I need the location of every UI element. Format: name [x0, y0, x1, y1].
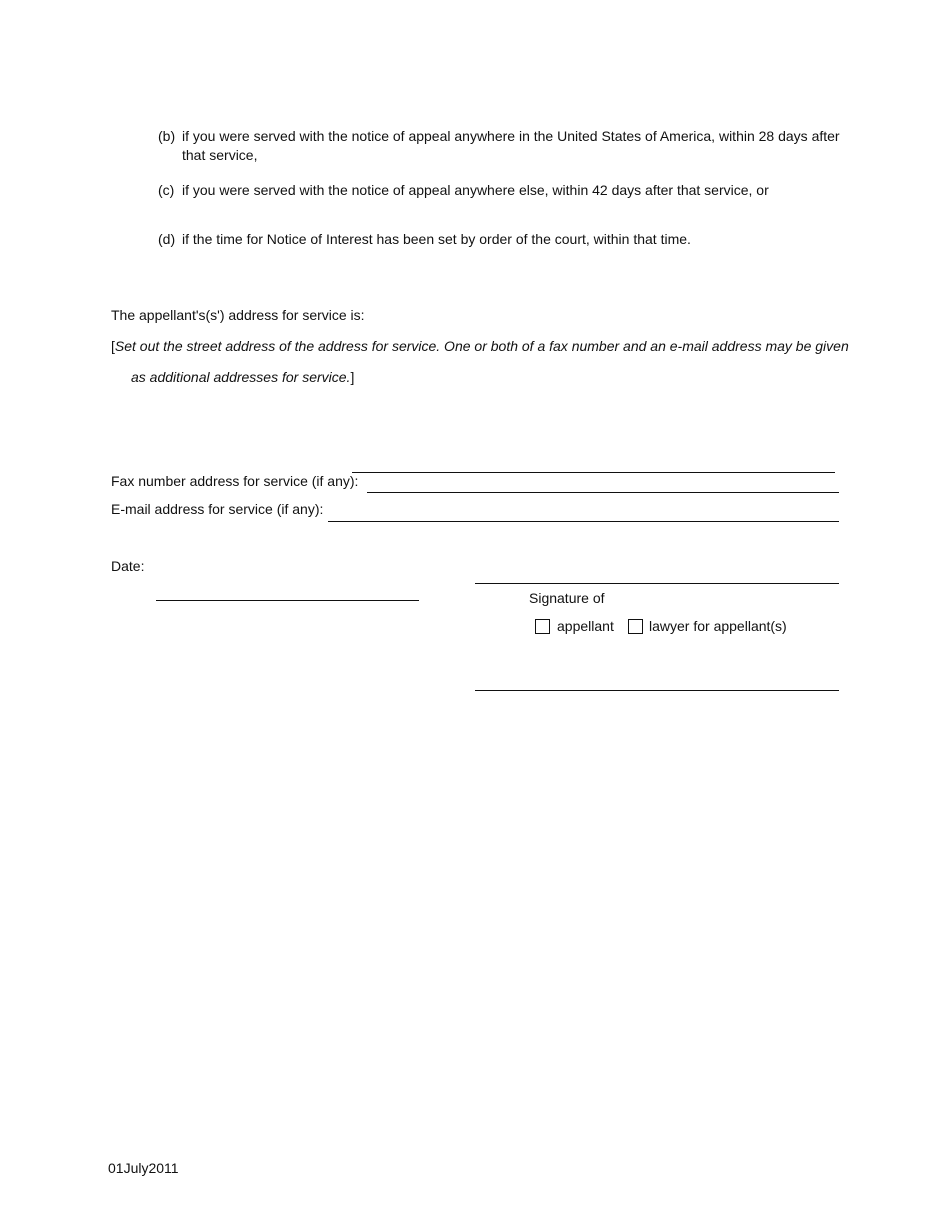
email-input-line[interactable] [328, 521, 839, 522]
name-line[interactable] [475, 690, 839, 691]
email-label: E-mail address for service (if any): [111, 501, 324, 517]
appellant-checkbox[interactable] [535, 619, 550, 634]
item-label: (c) [158, 182, 175, 198]
lawyer-option-label: lawyer for appellant(s) [649, 618, 787, 634]
item-text: if you were served with the notice of appeal anywhere in the United States of America, within 28 days after that service, [182, 128, 840, 163]
appellant-option-label: appellant [557, 618, 614, 634]
item-text: if the time for Notice of Interest has been set by order of the court, within that time. [182, 231, 691, 247]
list-item-d [158, 230, 848, 249]
service-heading: The appellant's(s') address for service is: [111, 307, 365, 323]
instruction-text-1: Set out the street address of the address for service. One or both of a fax number and an e-mail address may be given [114, 338, 849, 354]
list-item-b [158, 127, 848, 165]
address-line [352, 472, 835, 473]
fax-input-line[interactable] [367, 492, 839, 493]
footer-version: 01July2011 [108, 1160, 179, 1176]
signature-line[interactable] [475, 583, 839, 584]
date-label: Date: [111, 558, 145, 574]
open-bracket: [ [111, 338, 115, 354]
instruction-text-2: as additional addresses for service. [131, 369, 351, 385]
date-input-line[interactable] [156, 600, 419, 601]
fax-label: Fax number address for service (if any): [111, 473, 359, 489]
close-bracket: ] [350, 369, 355, 385]
signature-label: Signature of [529, 590, 605, 606]
lawyer-checkbox[interactable] [628, 619, 643, 634]
service-instruction-line1 [111, 338, 849, 354]
item-text: if you were served with the notice of appeal anywhere else, within 42 days after that service, or [182, 182, 769, 198]
item-label: (b) [158, 128, 176, 144]
list-item-c [158, 181, 848, 200]
service-instruction-line2 [131, 369, 354, 385]
item-label: (d) [158, 231, 176, 247]
